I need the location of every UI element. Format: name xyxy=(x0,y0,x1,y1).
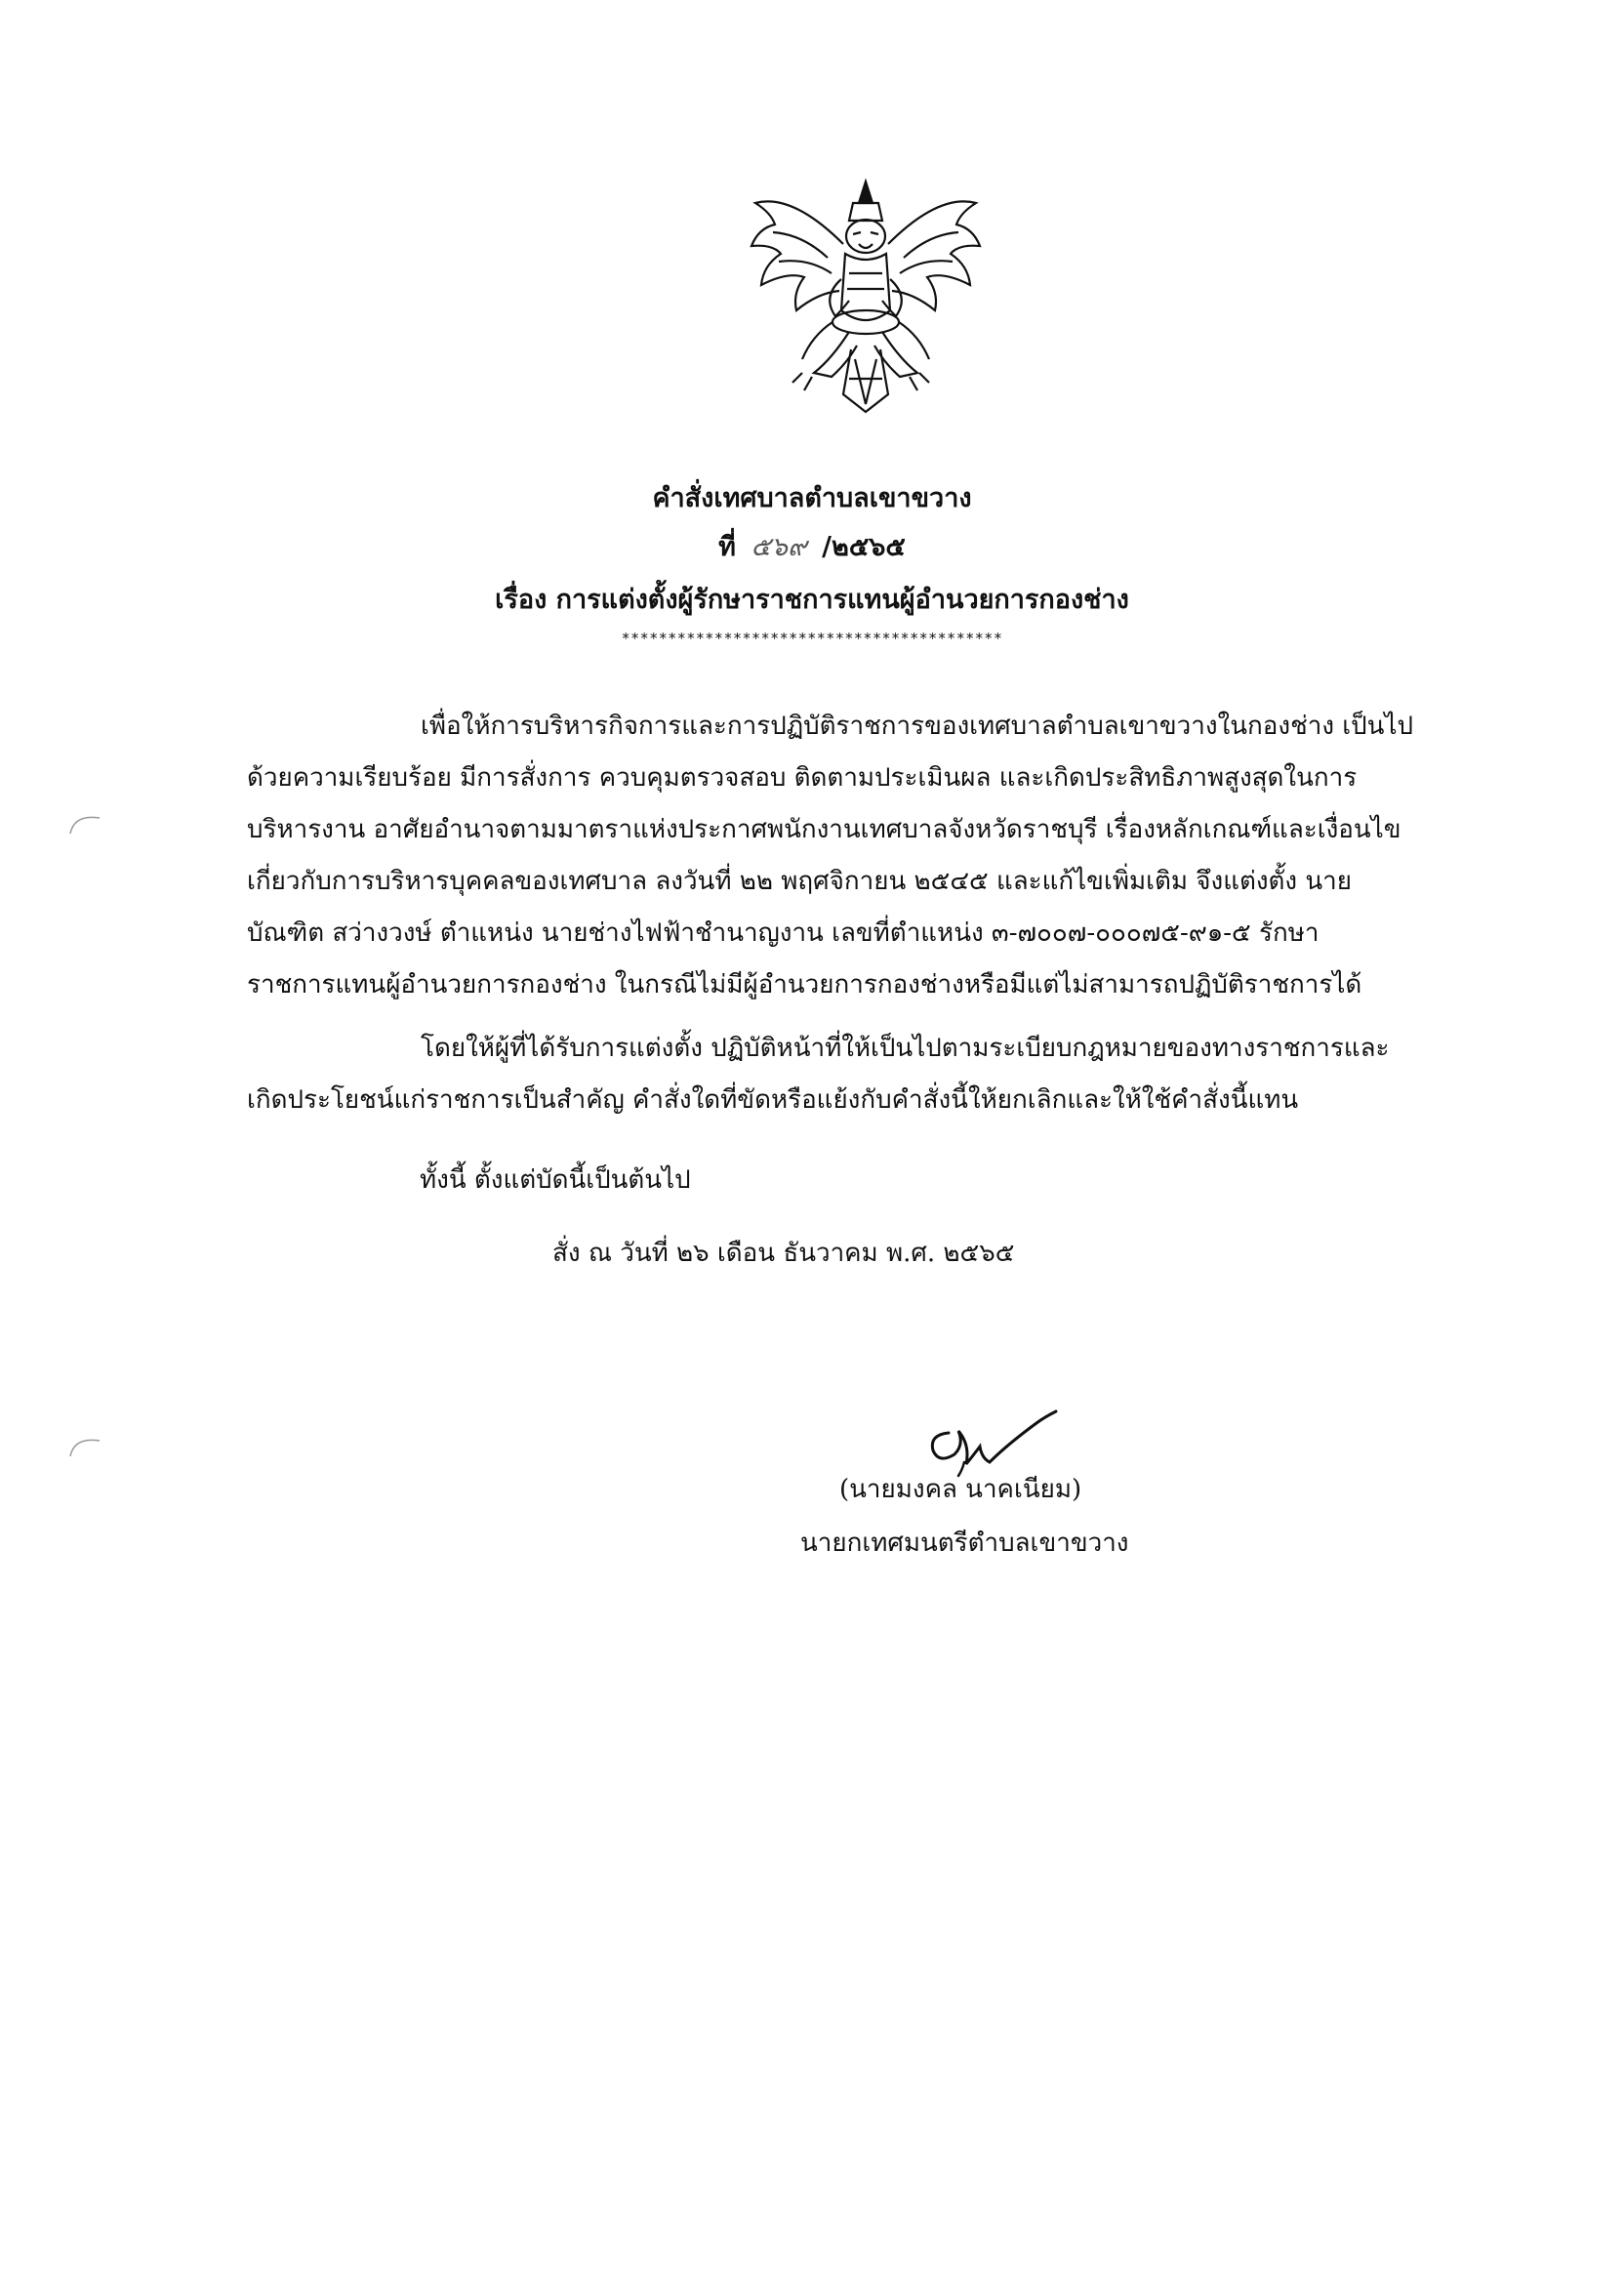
order-number-year: /๒๕๖๕ xyxy=(822,532,906,562)
paragraph-line: บริหารงาน อาศัยอำนาจตามมาตราแห่งประกาศพนักงานเทศบาลจังหวัดราชบุรี เรื่องหลักเกณฑ์และเงื่อนไข xyxy=(247,815,1401,844)
paragraph-1 xyxy=(247,701,1516,1011)
paragraph-line: เกิดประโยชน์แก่ราชการเป็นสำคัญ คำสั่งใดที่ขัดหรือแย้งกับคำสั่งนี้ให้ยกเลิกและให้ใช้คำสั่งนี้แทน xyxy=(247,1085,1299,1115)
order-subject: เรื่อง การแต่งตั้งผู้รักษาราชการแทนผู้อำนวยการกองช่าง xyxy=(495,585,1129,615)
garuda-emblem-icon xyxy=(734,164,997,428)
punch-hole-mark xyxy=(66,808,105,837)
signer-title: นายกเทศมนตรีตำบลเขาขวาง xyxy=(800,1529,1129,1558)
signer-name: (นายมงคล นาคเนียม) xyxy=(839,1475,1082,1504)
separator-line: ***************************************** xyxy=(621,630,1003,647)
paragraph-line: บัณฑิต สว่างวงษ์ ตำแหน่ง นายช่างไฟฟ้าชำนาญงาน เลขที่ตำแหน่ง ๓-๗๐๐๗-๐๐๐๗๕-๙๑-๕ รักษา xyxy=(247,918,1320,948)
order-date: สั่ง ณ วันที่ ๒๖ เดือน ธันวาคม พ.ศ. ๒๕๖๕ xyxy=(552,1239,1015,1268)
punch-hole-mark xyxy=(66,1431,105,1460)
paragraph-line: ด้วยความเรียบร้อย มีการสั่งการ ควบคุมตรวจสอบ ติดตามประเมินผล และเกิดประสิทธิภาพสูงสุดในการ xyxy=(247,763,1358,793)
order-number xyxy=(0,525,1624,567)
order-title: คำสั่งเทศบาลตำบลเขาขวาง xyxy=(652,483,972,513)
paragraph-2 xyxy=(247,1023,1516,1126)
paragraph-line: โดยให้ผู้ที่ได้รับการแต่งตั้ง ปฏิบัติหน้าที่ให้เป็นไปตามระเบียบกฎหมายของทางราชการและ xyxy=(421,1034,1390,1063)
order-number-handwritten: ๕๖๙ xyxy=(751,532,807,562)
paragraph-line: เพื่อให้การบริหารกิจการและการปฏิบัติราชการของเทศบาลตำบลเขาขวางในกองช่าง เป็นไป xyxy=(421,712,1414,741)
order-number-prefix: ที่ xyxy=(718,532,736,562)
effective-statement: ทั้งนี้ ตั้งแต่บัดนี้เป็นต้นไป xyxy=(420,1165,691,1195)
paragraph-line: เกี่ยวกับการบริหารบุคคลของเทศบาล ลงวันที่ ๒๒ พฤศจิกายน ๒๕๔๕ และแก้ไขเพิ่มเติม จึงแต่งตั้ง นาย xyxy=(247,867,1353,896)
paragraph-line: ราชการแทนผู้อำนวยการกองช่าง ในกรณีไม่มีผู้อำนวยการกองช่างหรือมีแต่ไม่สามารถปฏิบัติราชการได้ xyxy=(247,970,1362,999)
